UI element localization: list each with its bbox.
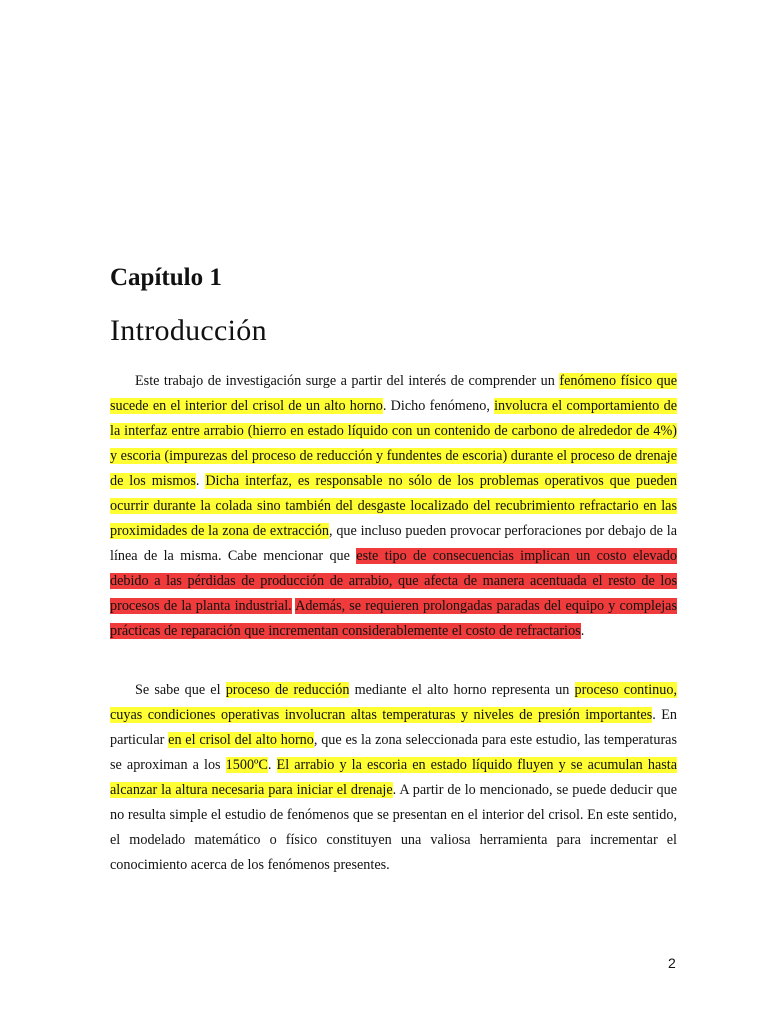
text-segment: . (195, 473, 206, 489)
chapter-title: Introducción (110, 314, 267, 347)
highlight-yellow: fenómeno físico que sucede en el interior del crisol de un alto horno (110, 373, 677, 414)
chapter-label: Capítulo 1 (110, 264, 222, 291)
text-segment: . Dicho fenómeno, (382, 398, 495, 414)
text-segment: . (580, 623, 585, 639)
text-segment: , que es la zona seleccionada para este estudio, las temperaturas se aproximan a los (110, 732, 677, 773)
text-segment: . En particular (110, 707, 677, 748)
text-segment: . A partir de lo mencionado, se puede deducir que no resulta simple el estudio de fenómenos que se presentan en el interior del crisol. En este sentido, el modelado matemático o físico constituyen una valiosa herramienta para incrementar el conocimiento acerca de los fenómenos presentes. (110, 782, 677, 873)
text-segment: mediante el alto horno representa un (349, 682, 575, 698)
highlight-yellow: El arrabio y la escoria en estado líquido fluyen y se acumulan hasta alcanzar la altura necesaria para iniciar el drenaje (110, 757, 678, 798)
text-segment: Este trabajo de investigación surge a partir del interés de comprender un (135, 373, 560, 389)
body-paragraph-1 (110, 369, 677, 644)
paragraph-text (110, 678, 677, 878)
text-segment: , que incluso pueden provocar perforaciones por debajo de la línea de la misma. Cabe mencionar que (110, 523, 677, 564)
highlight-yellow: 1500ºC (225, 757, 268, 773)
highlight-yellow: proceso de reducción (225, 682, 350, 698)
text-segment: . (267, 757, 277, 773)
body-paragraph-2 (110, 678, 677, 878)
paragraph-text (110, 369, 677, 644)
highlight-red: este tipo de consecuencias implican un costo elevado debido a las pérdidas de producción de arrabio, que afecta de manera acentuada el resto de los procesos de la planta industrial. (110, 548, 677, 614)
highlight-red: Además, se requieren prolongadas paradas del equipo y complejas prácticas de reparación que incrementan considerablemente el costo de refractarios (110, 598, 678, 639)
highlight-yellow: involucra el comportamiento de la interfaz entre arrabio (hierro en estado líquido con un contenido de carbono de alrededor de 4%) y escoria (impurezas del proceso de reducción y fundentes de escoria) durante el proceso de drenaje de los mismos (110, 398, 677, 489)
text-segment: Se sabe que el (135, 682, 226, 698)
highlight-yellow: en el crisol del alto horno (168, 732, 314, 748)
highlight-yellow: proceso continuo, cuyas condiciones operativas involucran altas temperaturas y niveles de presión importantes (110, 682, 677, 723)
highlight-yellow: Dicha interfaz, es responsable no sólo de los problemas operativos que pueden ocurrir durante la colada sino también del desgaste localizado del recubrimiento refractario en las proximidades de la zona de extracción (110, 473, 677, 539)
page-number: 2 (668, 955, 676, 971)
